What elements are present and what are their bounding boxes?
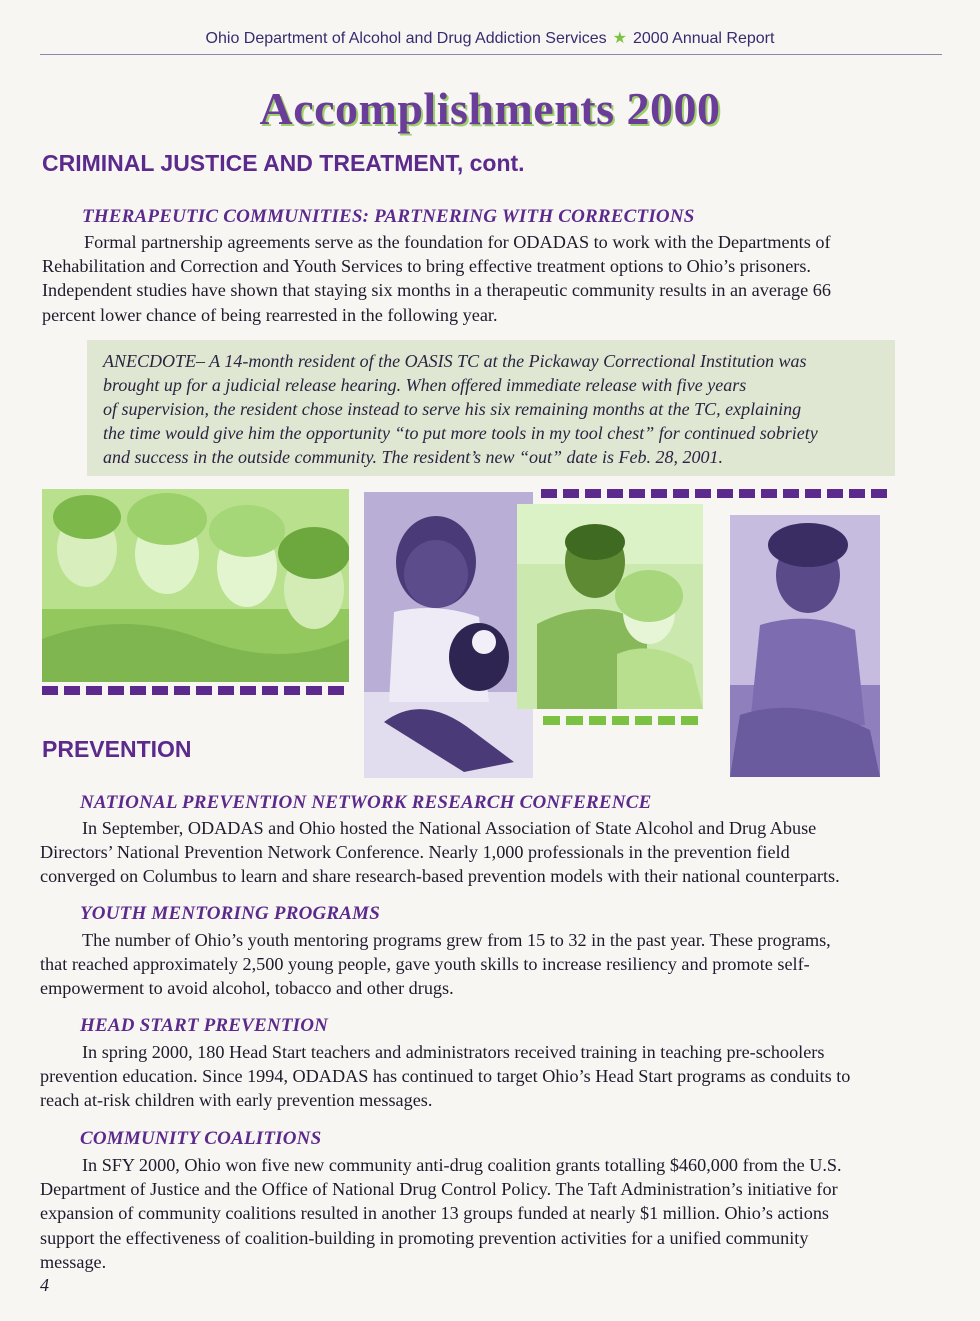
page-number: 4 <box>40 1275 49 1295</box>
dash-segment <box>196 686 212 695</box>
subheading-community-coalitions: COMMUNITY COALITIONS <box>80 1128 322 1149</box>
dash-segment <box>543 716 560 725</box>
dash-segment <box>262 686 278 695</box>
purple-dash-strip <box>541 489 897 498</box>
dash-segment <box>827 489 843 498</box>
anecdote-line: brought up for a judicial release hearing. When offered immediate release with five years <box>103 375 747 395</box>
dash-segment <box>284 686 300 695</box>
star-icon: ★ <box>612 30 627 47</box>
dash-segment <box>64 686 80 695</box>
photo-couple <box>517 504 703 709</box>
running-header <box>0 28 980 48</box>
text-line: The number of Ohio’s youth mentoring programs grew from 15 to 32 in the past year. These programs, <box>82 930 831 950</box>
text-line: that reached approximately 2,500 young people, gave youth skills to increase resiliency and promote self- <box>40 954 810 975</box>
dash-segment <box>589 716 606 725</box>
page-title: Accomplishments 2000 <box>259 83 721 134</box>
dash-segment <box>651 489 667 498</box>
dash-segment <box>328 686 344 695</box>
anecdote-line: and success in the outside community. The resident’s new “out” date is Feb. 28, 2001. <box>103 447 723 467</box>
text-line: In SFY 2000, Ohio won five new community anti-drug coalition grants totalling $460,000 from the U.S. <box>82 1155 842 1175</box>
text-line: In September, ODADAS and Ohio hosted the National Association of State Alcohol and Drug Abuse <box>82 818 817 838</box>
paragraph-youth-mentoring <box>40 928 925 1001</box>
dash-segment <box>871 489 887 498</box>
text-line: In spring 2000, 180 Head Start teachers and administrators received training in teaching pre-schoolers <box>82 1042 825 1062</box>
dash-segment <box>629 489 645 498</box>
dash-segment <box>42 686 58 695</box>
anecdote-box <box>87 340 895 476</box>
dash-segment <box>849 489 865 498</box>
anecdote-line: of supervision, the resident chose instead to serve his six remaining months at the TC, explaining <box>103 399 802 419</box>
dash-segment <box>805 489 821 498</box>
dash-segment <box>174 686 190 695</box>
photo-group-of-young-women <box>42 489 349 682</box>
dash-segment <box>761 489 777 498</box>
dash-segment <box>783 489 799 498</box>
dash-segment <box>739 489 755 498</box>
dash-segment <box>612 716 629 725</box>
dash-segment <box>306 686 322 695</box>
dash-segment <box>218 686 234 695</box>
dash-segment <box>541 489 557 498</box>
dash-segment <box>658 716 675 725</box>
text-line: support the effectiveness of coalition-building in promoting prevention activities for a unified community <box>40 1227 809 1248</box>
paragraph-head-start <box>40 1040 940 1113</box>
header-report-name: 2000 Annual Report <box>633 30 775 47</box>
dash-segment <box>152 686 168 695</box>
text-line: Independent studies have shown that staying six months in a therapeutic community results in an average 66 <box>42 280 831 301</box>
dash-segment <box>130 686 146 695</box>
paragraph-therapeutic-communities <box>42 230 917 327</box>
green-dash-strip <box>543 716 717 725</box>
dash-segment <box>108 686 124 695</box>
subheading-head-start: HEAD START PREVENTION <box>80 1015 329 1036</box>
dash-segment <box>566 716 583 725</box>
dash-segment <box>86 686 102 695</box>
paragraph-npn-conference <box>40 816 925 889</box>
dash-segment <box>585 489 601 498</box>
text-line: prevention education. Since 1994, ODADAS has continued to target Ohio’s Head Start programs as conduits to <box>40 1066 851 1087</box>
text-line: empowerment to avoid alcohol, tobacco and other drugs. <box>40 978 454 999</box>
text-line: Department of Justice and the Office of National Drug Control Policy. The Taft Administration’s initiative for <box>40 1179 838 1200</box>
dash-segment <box>673 489 689 498</box>
photo-smiling-toddler <box>364 492 533 778</box>
paragraph-community-coalitions <box>40 1153 940 1274</box>
text-line: expansion of community coalitions resulted in another 13 groups funded at nearly $1 million. Ohio’s actions <box>40 1203 829 1224</box>
text-line: percent lower chance of being rearrested in the following year. <box>42 304 498 325</box>
text-line: converged on Columbus to learn and share research-based prevention models with their national counterparts. <box>40 866 840 887</box>
section-heading-criminal-justice: CRIMINAL JUSTICE AND TREATMENT, cont. <box>42 150 525 176</box>
header-organization: Ohio Department of Alcohol and Drug Addiction Services <box>205 30 607 47</box>
text-line: Rehabilitation and Correction and Youth Services to bring effective treatment options to Ohio’s prisoners. <box>42 256 811 277</box>
subheading-therapeutic-communities: THERAPEUTIC COMMUNITIES: PARTNERING WITH CORRECTIONS <box>82 206 695 227</box>
subheading-youth-mentoring: YOUTH MENTORING PROGRAMS <box>80 903 381 924</box>
dash-segment <box>717 489 733 498</box>
header-divider <box>40 54 942 55</box>
dash-segment <box>695 489 711 498</box>
anecdote-line: ANECDOTE– A 14-month resident of the OASIS TC at the Pickaway Correctional Institution was <box>103 351 807 371</box>
purple-dash-strip <box>42 686 349 695</box>
anecdote-line: the time would give him the opportunity “to put more tools in my tool chest” for continued sobriety <box>103 423 818 443</box>
text-line: Directors’ National Prevention Network Conference. Nearly 1,000 professionals in the prevention field <box>40 842 790 863</box>
photo-smiling-girl <box>730 515 880 777</box>
subheading-npn-conference: NATIONAL PREVENTION NETWORK RESEARCH CONFERENCE <box>80 792 652 813</box>
dash-segment <box>240 686 256 695</box>
text-line: message. <box>40 1251 107 1272</box>
dash-segment <box>563 489 579 498</box>
section-heading-prevention: PREVENTION <box>42 736 192 762</box>
text-line: Formal partnership agreements serve as the foundation for ODADAS to work with the Departments of <box>84 232 831 252</box>
dash-segment <box>635 716 652 725</box>
dash-segment <box>681 716 698 725</box>
text-line: reach at-risk children with early prevention messages. <box>40 1090 433 1111</box>
dash-segment <box>607 489 623 498</box>
